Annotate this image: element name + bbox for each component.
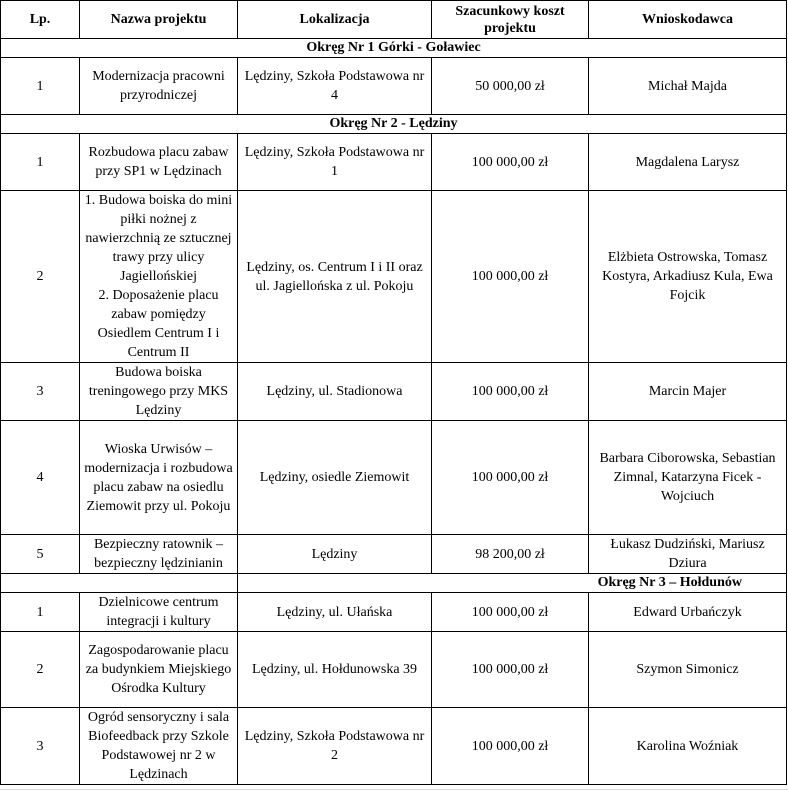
cell-cost: 100 000,00 zł [432, 632, 589, 708]
cell-project-name: Dzielnicowe centrum integracji i kultury [80, 593, 238, 632]
cell-project-name: Rozbudowa placu zabaw przy SP1 w Lędzinach [80, 134, 238, 191]
cell-lp: 1 [1, 58, 80, 115]
cell-lp: 2 [1, 632, 80, 708]
cell-location: Lędziny, ul. Stadionowa [238, 363, 432, 421]
cell-project-name: Ogród sensoryczny i sala Biofeedback przy Szkole Podstawowej nr 2 w Lędzinach [80, 708, 238, 785]
cell-cost: 100 000,00 zł [432, 363, 589, 421]
cell-location: Lędziny, ul. Hołdunowska 39 [238, 632, 432, 708]
cell-lp: 1 [1, 593, 80, 632]
cell-location: Lędziny, ul. Ułańska [238, 593, 432, 632]
table-row [1, 708, 787, 785]
header-estimated-cost [432, 1, 589, 39]
cell-applicant: Elżbieta Ostrowska, Tomasz Kostyra, Arkadiusz Kula, Ewa Fojcik [589, 191, 787, 363]
cell-applicant: Barbara Ciborowska, Sebastian Zimnal, Katarzyna Ficek - Wojciuch [589, 421, 787, 535]
section-title: Okręg Nr 1 Górki - Goławiec [1, 39, 787, 58]
page-bottom-divider [0, 789, 788, 790]
section-row [1, 574, 787, 593]
cell-lp: 5 [1, 535, 80, 574]
cell-project-name [80, 191, 238, 363]
section-row [1, 39, 787, 58]
cell-location: Lędziny, Szkoła Podstawowa nr 4 [238, 58, 432, 115]
project-name-part-2: 2. Doposażenie placu zabaw pomiędzy Osiedlem Centrum I i Centrum II [97, 288, 220, 360]
cell-location: Lędziny [238, 535, 432, 574]
table-row [1, 535, 787, 574]
cell-project-name: Zagospodarowanie placu za budynkiem Miejskiego Ośrodka Kultury [80, 632, 238, 708]
cell-cost: 98 200,00 zł [432, 535, 589, 574]
header-cost-line1: Szacunkowy koszt [455, 3, 565, 19]
project-name-part-1: 1. Budowa boiska do mini piłki nożnej z nawierzchnią ze sztucznej trawy przy ulicy Jagiellońskiej [84, 193, 233, 284]
table-row [1, 593, 787, 632]
cell-location: Lędziny, Szkoła Podstawowa nr 1 [238, 134, 432, 191]
header-project-name: Nazwa projektu [80, 1, 238, 39]
cell-cost: 100 000,00 zł [432, 593, 589, 632]
table-row [1, 421, 787, 535]
cell-cost: 100 000,00 zł [432, 708, 589, 785]
cell-cost: 100 000,00 zł [432, 134, 589, 191]
cell-lp: 1 [1, 134, 80, 191]
cell-location: Lędziny, Szkoła Podstawowa nr 2 [238, 708, 432, 785]
section-title: Okręg Nr 3 – Hołdunów [238, 574, 787, 593]
cell-project-name: Bezpieczny ratownik – bezpieczny lędzinianin [80, 535, 238, 574]
cell-applicant: Edward Urbańczyk [589, 593, 787, 632]
table-row [1, 134, 787, 191]
table-row [1, 363, 787, 421]
section-row [1, 115, 787, 134]
cell-project-name: Wioska Urwisów – modernizacja i rozbudowa placu zabaw na osiedlu Ziemowit przy ul. Pokoju [80, 421, 238, 535]
header-cost-line2: projektu [484, 20, 536, 36]
cell-location: Lędziny, os. Centrum I i II oraz ul. Jagiellońska z ul. Pokoju [238, 191, 432, 363]
cell-cost: 100 000,00 zł [432, 421, 589, 535]
table-header-row [1, 1, 787, 39]
header-lp: Lp. [1, 1, 80, 39]
cell-lp: 3 [1, 363, 80, 421]
cell-applicant: Szymon Simonicz [589, 632, 787, 708]
cell-applicant: Karolina Woźniak [589, 708, 787, 785]
cell-applicant: Michał Majda [589, 58, 787, 115]
table-row [1, 632, 787, 708]
cell-project-name: Budowa boiska treningowego przy MKS Lędziny [80, 363, 238, 421]
header-applicant: Wnioskodawca [589, 1, 787, 39]
section-title: Okręg Nr 2 - Lędziny [1, 115, 787, 134]
table-row [1, 191, 787, 363]
cell-applicant: Magdalena Larysz [589, 134, 787, 191]
cell-lp: 2 [1, 191, 80, 363]
cell-location: Lędziny, osiedle Ziemowit [238, 421, 432, 535]
table-row [1, 58, 787, 115]
cell-cost: 50 000,00 zł [432, 58, 589, 115]
cell-applicant: Łukasz Dudziński, Mariusz Dziura [589, 535, 787, 574]
section-title-spacer [1, 574, 238, 593]
header-location: Lokalizacja [238, 1, 432, 39]
cell-project-name: Modernizacja pracowni przyrodniczej [80, 58, 238, 115]
cell-lp: 4 [1, 421, 80, 535]
cell-lp: 3 [1, 708, 80, 785]
cell-applicant: Marcin Majer [589, 363, 787, 421]
cell-cost: 100 000,00 zł [432, 191, 589, 363]
